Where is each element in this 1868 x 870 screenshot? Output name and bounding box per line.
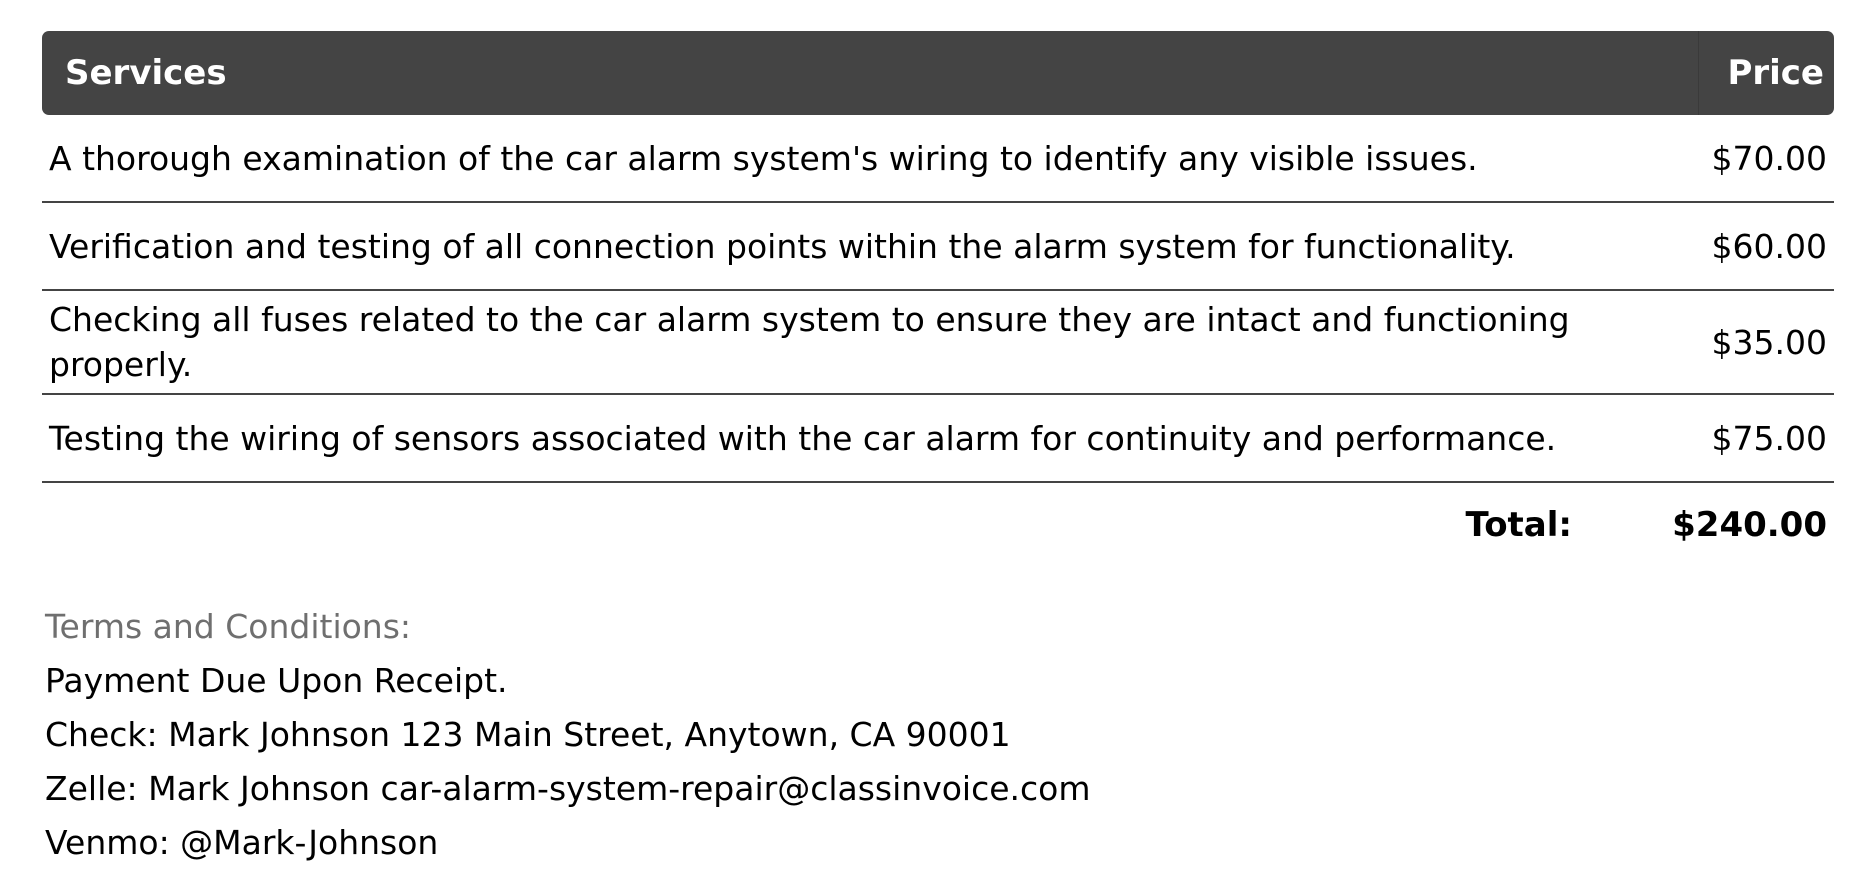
table-row — [42, 115, 1834, 203]
venmo-payment-info: Venmo: @Mark-Johnson — [45, 823, 439, 862]
terms-section — [45, 600, 1091, 870]
check-payment-info: Check: Mark Johnson 123 Main Street, Anytown, CA 90001 — [45, 715, 1011, 754]
service-price: $35.00 — [1711, 322, 1827, 362]
service-description: Testing the wiring of sensors associated with the car alarm for continuity and performance. — [49, 418, 1557, 458]
services-column-header: Services — [65, 53, 227, 93]
price-column-header: Price — [1698, 31, 1834, 115]
zelle-payment-info: Zelle: Mark Johnson car-alarm-system-repair@classinvoice.com — [45, 769, 1091, 808]
service-description: Verification and testing of all connection points within the alarm system for functionality. — [49, 226, 1516, 266]
service-description: A thorough examination of the car alarm system's wiring to identify any visible issues. — [49, 138, 1478, 178]
table-header — [42, 31, 1834, 115]
table-row — [42, 203, 1834, 291]
payment-terms: Payment Due Upon Receipt. — [45, 661, 508, 700]
table-row — [42, 291, 1834, 395]
total-label: Total: — [1465, 505, 1572, 545]
service-price: $70.00 — [1711, 138, 1827, 178]
total-row — [42, 483, 1834, 567]
total-amount: $240.00 — [1672, 505, 1827, 545]
service-price: $60.00 — [1711, 226, 1827, 266]
table-row — [42, 395, 1834, 483]
service-description: Checking all fuses related to the car alarm system to ensure they are intact and functioning properly. — [49, 300, 1570, 384]
service-price: $75.00 — [1711, 418, 1827, 458]
services-table — [42, 31, 1834, 567]
terms-title: Terms and Conditions: — [45, 607, 412, 646]
